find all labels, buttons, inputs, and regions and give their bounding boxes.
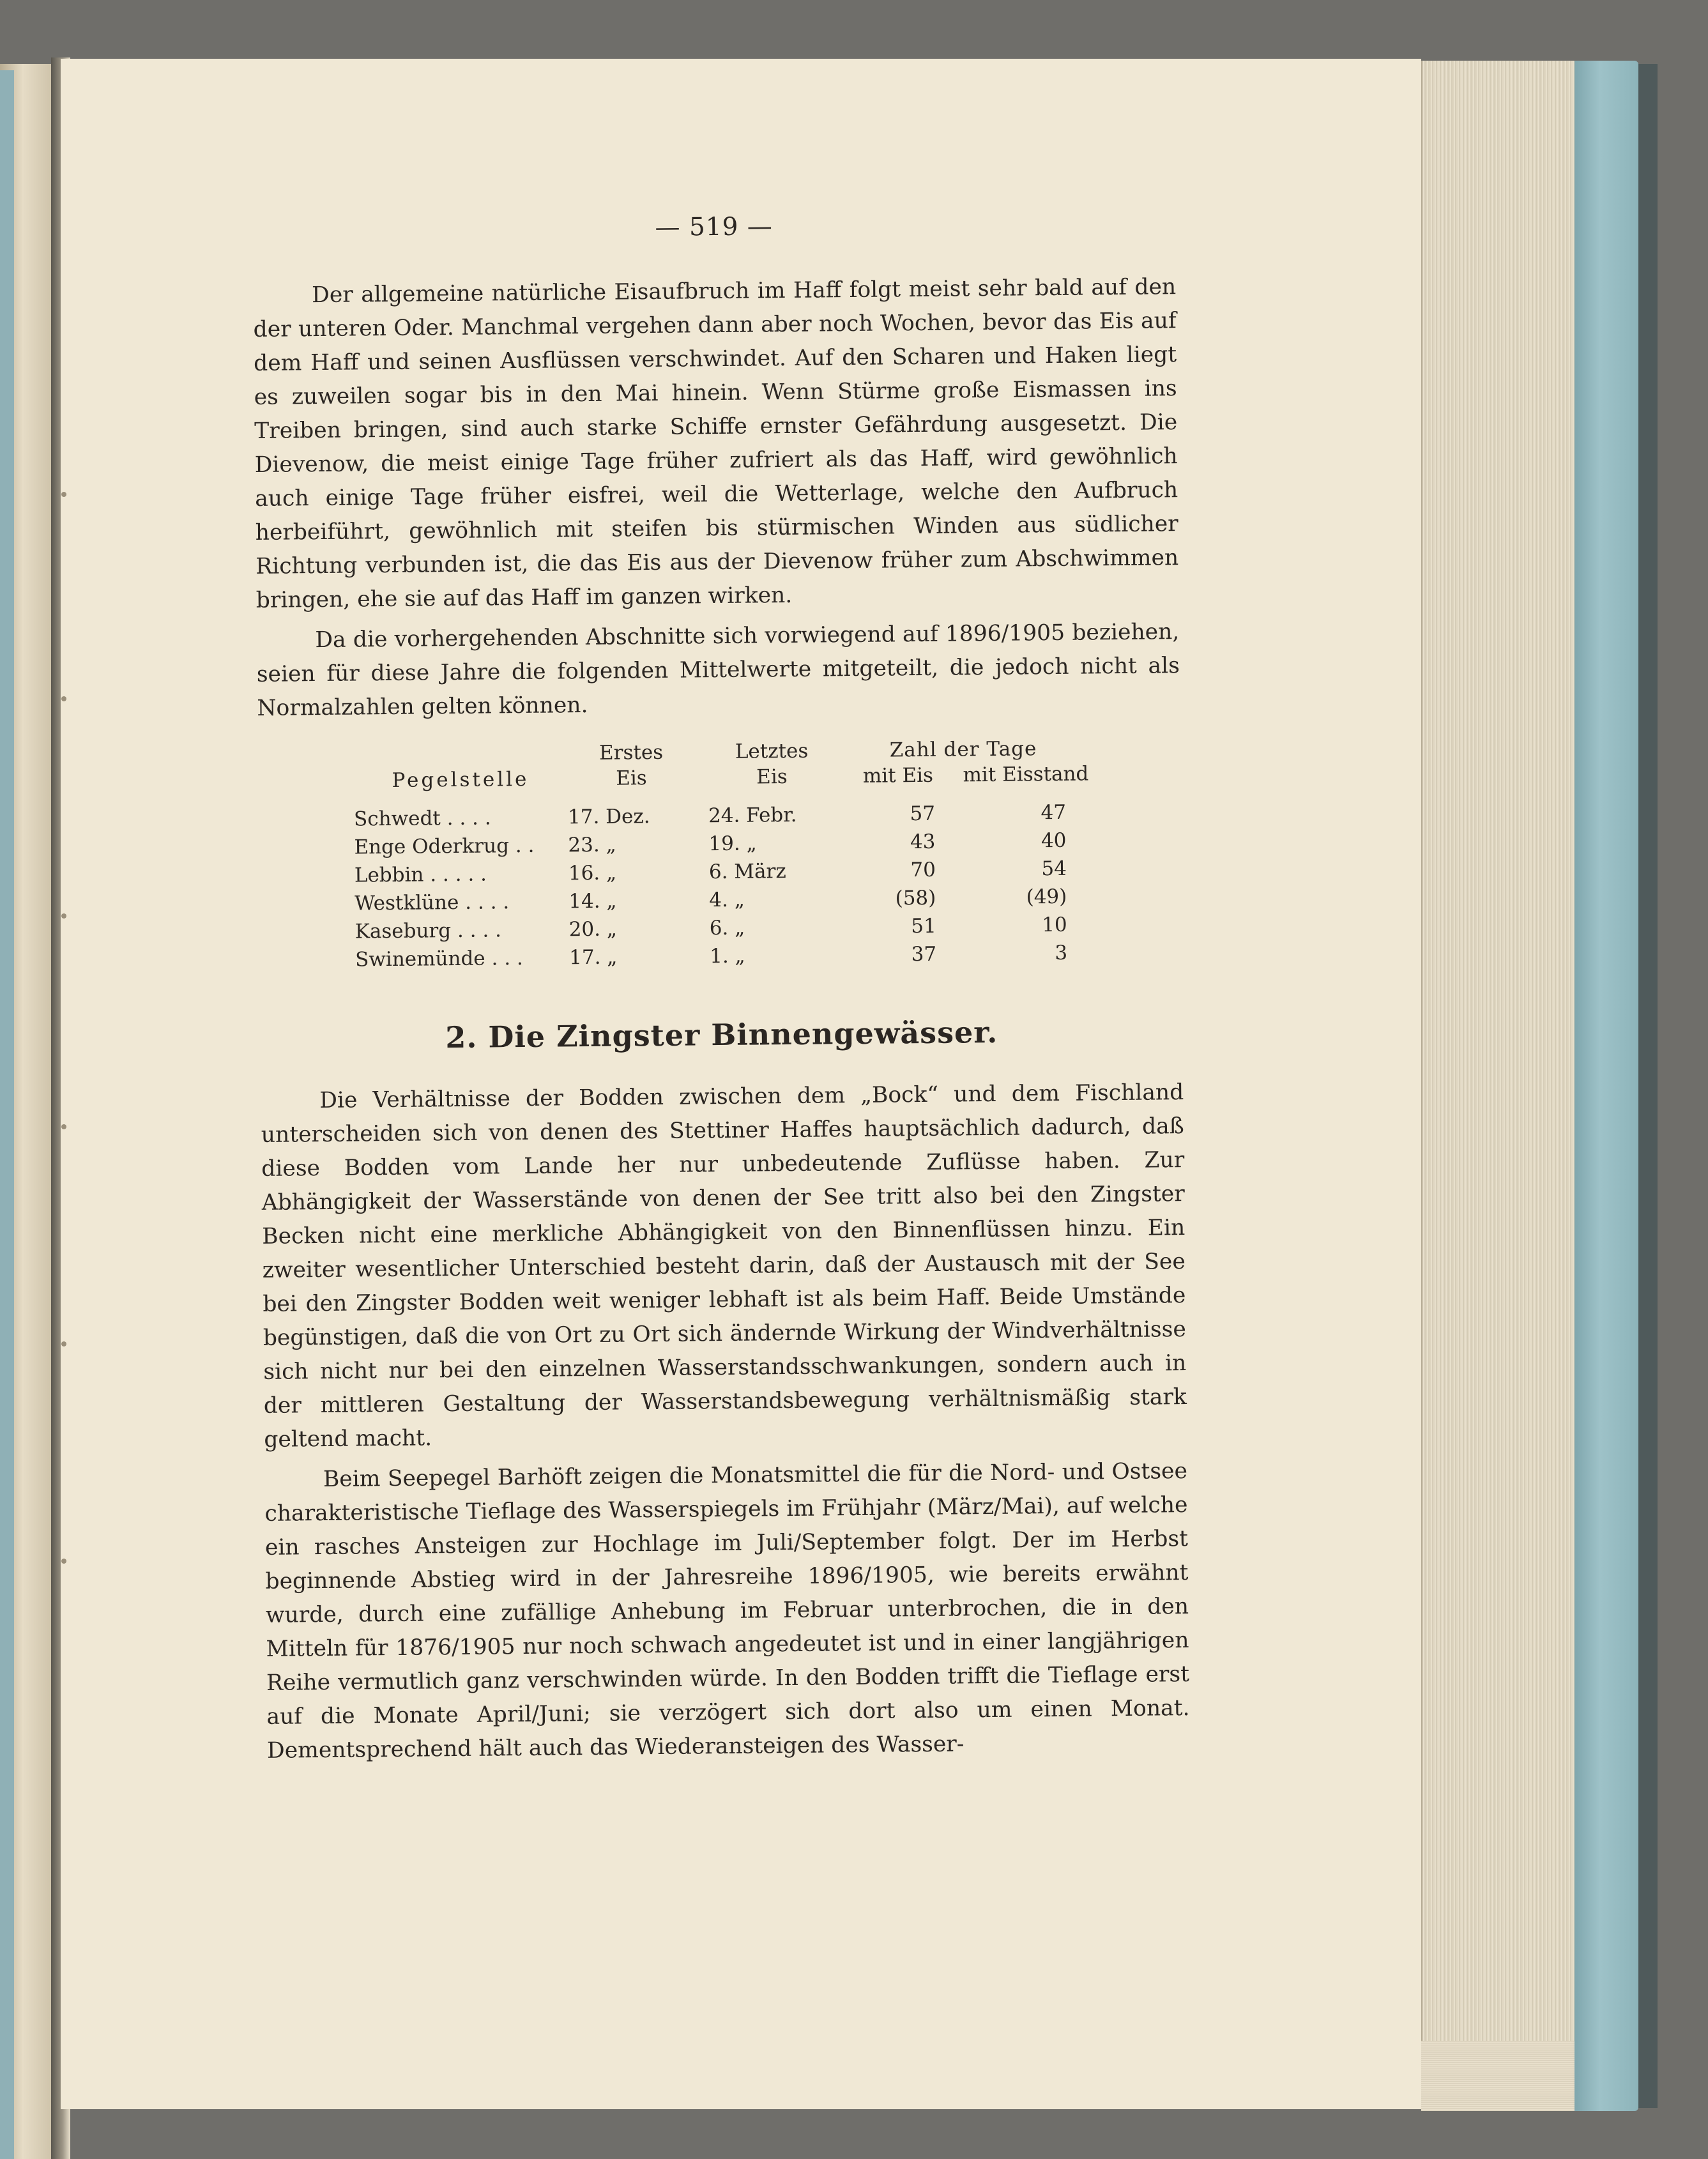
cell-days-ice: 70 [910, 858, 936, 882]
cell-first-ice: 17. „ [568, 945, 618, 970]
cell-last-ice: 6. März [708, 860, 786, 884]
cell-days-icecover: 54 [1041, 857, 1067, 881]
cell-station: Kaseburg . . . . [355, 919, 502, 943]
cell-days-icecover: 47 [1041, 800, 1067, 825]
cover-shadow [1638, 64, 1658, 2108]
cell-days-ice: 43 [910, 830, 936, 854]
cell-last-ice: 1. „ [709, 944, 745, 968]
cell-days-ice: 37 [911, 942, 937, 966]
column-header-station: Pegelstelle [392, 767, 530, 792]
cell-station: Enge Oderkrug . . [354, 834, 535, 859]
cell-last-ice: 4. „ [709, 888, 745, 912]
column-header-last-line2: Eis [756, 765, 788, 789]
paragraph: Da die vorhergehenden Abschnitte sich vorwiegend auf 1896/1905 beziehen, seien für diese Jahre die folgenden Mittelwerte mitgeteilt, die jedoch nicht als Normalzahlen gelten können. [256, 619, 1180, 721]
cell-last-ice: 6. „ [709, 916, 745, 940]
cell-days-icecover: 3 [1055, 941, 1068, 965]
page-content [252, 208, 1190, 1768]
cell-station: Schwedt . . . . [353, 806, 491, 831]
paragraph: Die Verhältnisse der Bodden zwischen dem „Bock“ und dem Fischland unterscheiden sich von denen des Stettiner Haffes hauptsächlich dadurch, daß diese Bodden vom Lande her nur unbedeutende Zuflüsse haben. Zur Abhängigkeit der Wasserstände von denen der See tritt also bei den Zingster Becken nicht eine merkliche Abhängigkeit von den Binnenflüssen hinzu. Ein zweiter wesentlicher Unterschied besteht darin, daß der Austausch mit der See bei den Zingster Bodden weit weniger lebhaft ist als beim Haff. Beide Umstände begünstigen, daß die von Ort zu Ort sich ändernde Wirkung der Windverhältnisse sich nicht nur bei den einzelnen Wasserstandsschwankungen, sondern auch in der mittleren Gestaltung der Wasserstandsbewegung verhältnismäßig stark geltend macht. [261, 1080, 1187, 1453]
binding-thread-hole [61, 913, 66, 919]
cell-first-ice: 14. „ [568, 889, 617, 913]
binding-thread-hole [61, 1559, 66, 1564]
cell-first-ice: 16. „ [568, 861, 617, 885]
cell-days-icecover: 40 [1041, 828, 1067, 853]
section-heading: 2. Die Zingster Binnengewässer. [445, 1014, 998, 1055]
column-header-with-ice: mit Eis [862, 763, 934, 788]
page-block-edges [1421, 61, 1576, 2041]
cell-last-ice: 24. Febr. [708, 803, 797, 828]
page-block-bottom [1421, 2041, 1575, 2111]
cell-last-ice: 19. „ [708, 832, 757, 856]
cell-days-icecover: 10 [1042, 913, 1067, 937]
cell-station: Westklüne . . . . [355, 890, 510, 915]
cell-station: Swinemünde . . . [355, 946, 523, 972]
cell-days-ice: 57 [910, 802, 936, 826]
column-header-day-count: Zahl der Tage [889, 737, 1037, 762]
paragraph: Beim Seepegel Barhöft zeigen die Monatsmittel die für die Nord- und Ostsee charakteristische Tieflage des Wasserspiegels im Frühjahr (März/Mai), auf welche ein rasches Ansteigen zur Hochlage im Juli/September folgt. Der im Herbst beginnende Abstieg wird in der Jahresreihe 1896/1905, wie bereits erwähnt wurde, durch eine zufällige Anhebung im Februar unterbrochen, die in den Mitteln für 1876/1905 nur noch schwach angedeutet ist und in einer langjährigen Reihe vermutlich ganz verschwinden würde. In den Bodden trifft die Tieflage erst auf die Monate April/Juni; sie verzögert sich dort also um einen Monat. Dementsprechend hält auch das Wiederansteigen des Wasser- [264, 1458, 1190, 1764]
back-cover [1575, 61, 1638, 2111]
cell-days-ice: 51 [911, 914, 936, 938]
column-header-first-line2: Eis [616, 767, 647, 790]
column-header-first-line1: Erstes [599, 740, 664, 765]
cell-station: Lebbin . . . . . [354, 862, 487, 887]
page-number: — 519 — [655, 212, 774, 242]
ice-statistics-table [353, 735, 1093, 973]
cell-first-ice: 17. Dez. [567, 805, 650, 829]
binding-thread-hole [61, 492, 66, 497]
paragraph: Der allgemeine natürliche Eisaufbruch im Haff folgt meist sehr bald auf den der unteren Oder. Manchmal vergehen dann aber noch Wochen, bevor das Eis auf dem Haff und seinen Ausflüssen verschwindet. Auf den Scharen und Haken liegt es zuweilen sogar bis in den Mai hinein. Wenn Stürme große Eismassen ins Treiben bringen, sind auch starke Schiffe ernster Gefährdung ausgesetzt. Die Dievenow, die meist einige Tage früher zufriert als das Haff, wird gewöhnlich auch einige Tage früher eisfrei, weil die Wetterlage, welche den Aufbruch herbeiführt, gewöhnlich mit steifen bis stürmischen Winden aus südlicher Richtung verbunden ist, die das Eis aus der Dievenow früher zum Abschwimmen bringen, ehe sie auf das Haff im ganzen wirken. [253, 274, 1179, 613]
binding-thread-hole [61, 696, 66, 701]
cell-days-ice: (58) [895, 886, 936, 910]
binding-thread-hole [61, 1341, 66, 1347]
cell-first-ice: 20. „ [568, 917, 618, 942]
cell-first-ice: 23. „ [568, 833, 616, 857]
column-header-with-icecover: mit Eisstand [963, 762, 1089, 787]
left-cover-edge [0, 70, 14, 2159]
column-header-last-line1: Letztes [735, 739, 809, 763]
cell-days-icecover: (49) [1026, 885, 1067, 909]
binding-thread-hole [61, 1124, 66, 1129]
